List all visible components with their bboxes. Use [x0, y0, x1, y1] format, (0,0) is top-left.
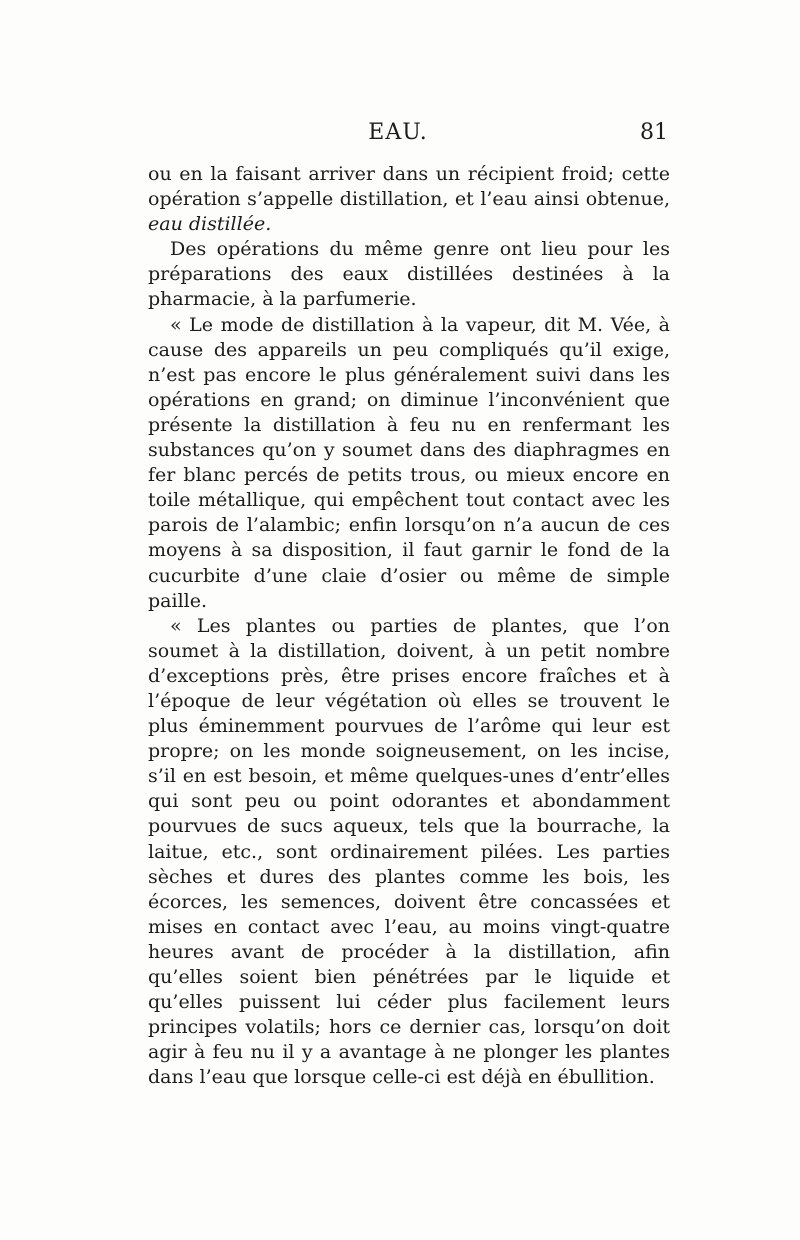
- paragraph-1: [148, 162, 670, 237]
- page-number: 81: [640, 120, 668, 145]
- paragraph-3: « Le mode de distillation à la vapeur, dit M. Vée, à cause des appareils un peu compliqués qu’il exige, n’est pas encore le plus généralement suivi dans les opérations en grand; on diminue l’inconvénient que présente la distillation à feu nu en renfermant les substances qu’on y soumet dans des diaphragmes en fer blanc percés de petits trous, ou mieux encore en toile métallique, qui empêchent tout contact avec les parois de l’alambic; enfin lorsqu’on n’a aucun de ces moyens à sa disposition, il faut garnir le fond de la cucurbite d’une claie d’osier ou même de simple paille.: [148, 313, 670, 612]
- paragraph-1-text: ou en la faisant arriver dans un récipient froid; cette opération s’appelle distillation, et l’eau ainsi obtenue,: [148, 163, 670, 211]
- running-head: EAU.: [368, 120, 428, 145]
- paragraph-1-italic: eau distillée.: [148, 213, 272, 236]
- paragraph-4: « Les plantes ou parties de plantes, que l’on soumet à la distillation, doivent, à un petit nombre d’exceptions près, être prises encore fraîches et à l’époque de leur végétation où elles se trouvent le plus éminemment pourvues de l’arôme qui leur est propre; on les monde soigneusement, on les incise, s’il en est besoin, et même quelques-unes d’entr’elles qui sont peu ou point odorantes et abondamment pourvues de sucs aqueux, tels que la bourrache, la laitue, etc., sont ordinairement pilées. Les parties sèches et dures des plantes comme les bois, les écorces, les semences, doivent être concassées et mises en contact avec l’eau, au moins vingt-quatre heures avant de procéder à la distillation, afin qu’elles soient bien pénétrées par le liquide et qu’elles puissent lui céder plus facilement leurs principes volatils; hors ce dernier cas, lorsqu’on doit agir à feu nu il y a avantage à ne plonger les plantes dans l’eau que lorsque celle-ci est déjà en ébullition.: [148, 614, 670, 1089]
- paragraph-2: Des opérations du même genre ont lieu pour les préparations des eaux distillées destinées à la pharmacie, à la parfumerie.: [148, 238, 670, 311]
- body-text: [148, 162, 670, 1090]
- page-header: [148, 120, 668, 150]
